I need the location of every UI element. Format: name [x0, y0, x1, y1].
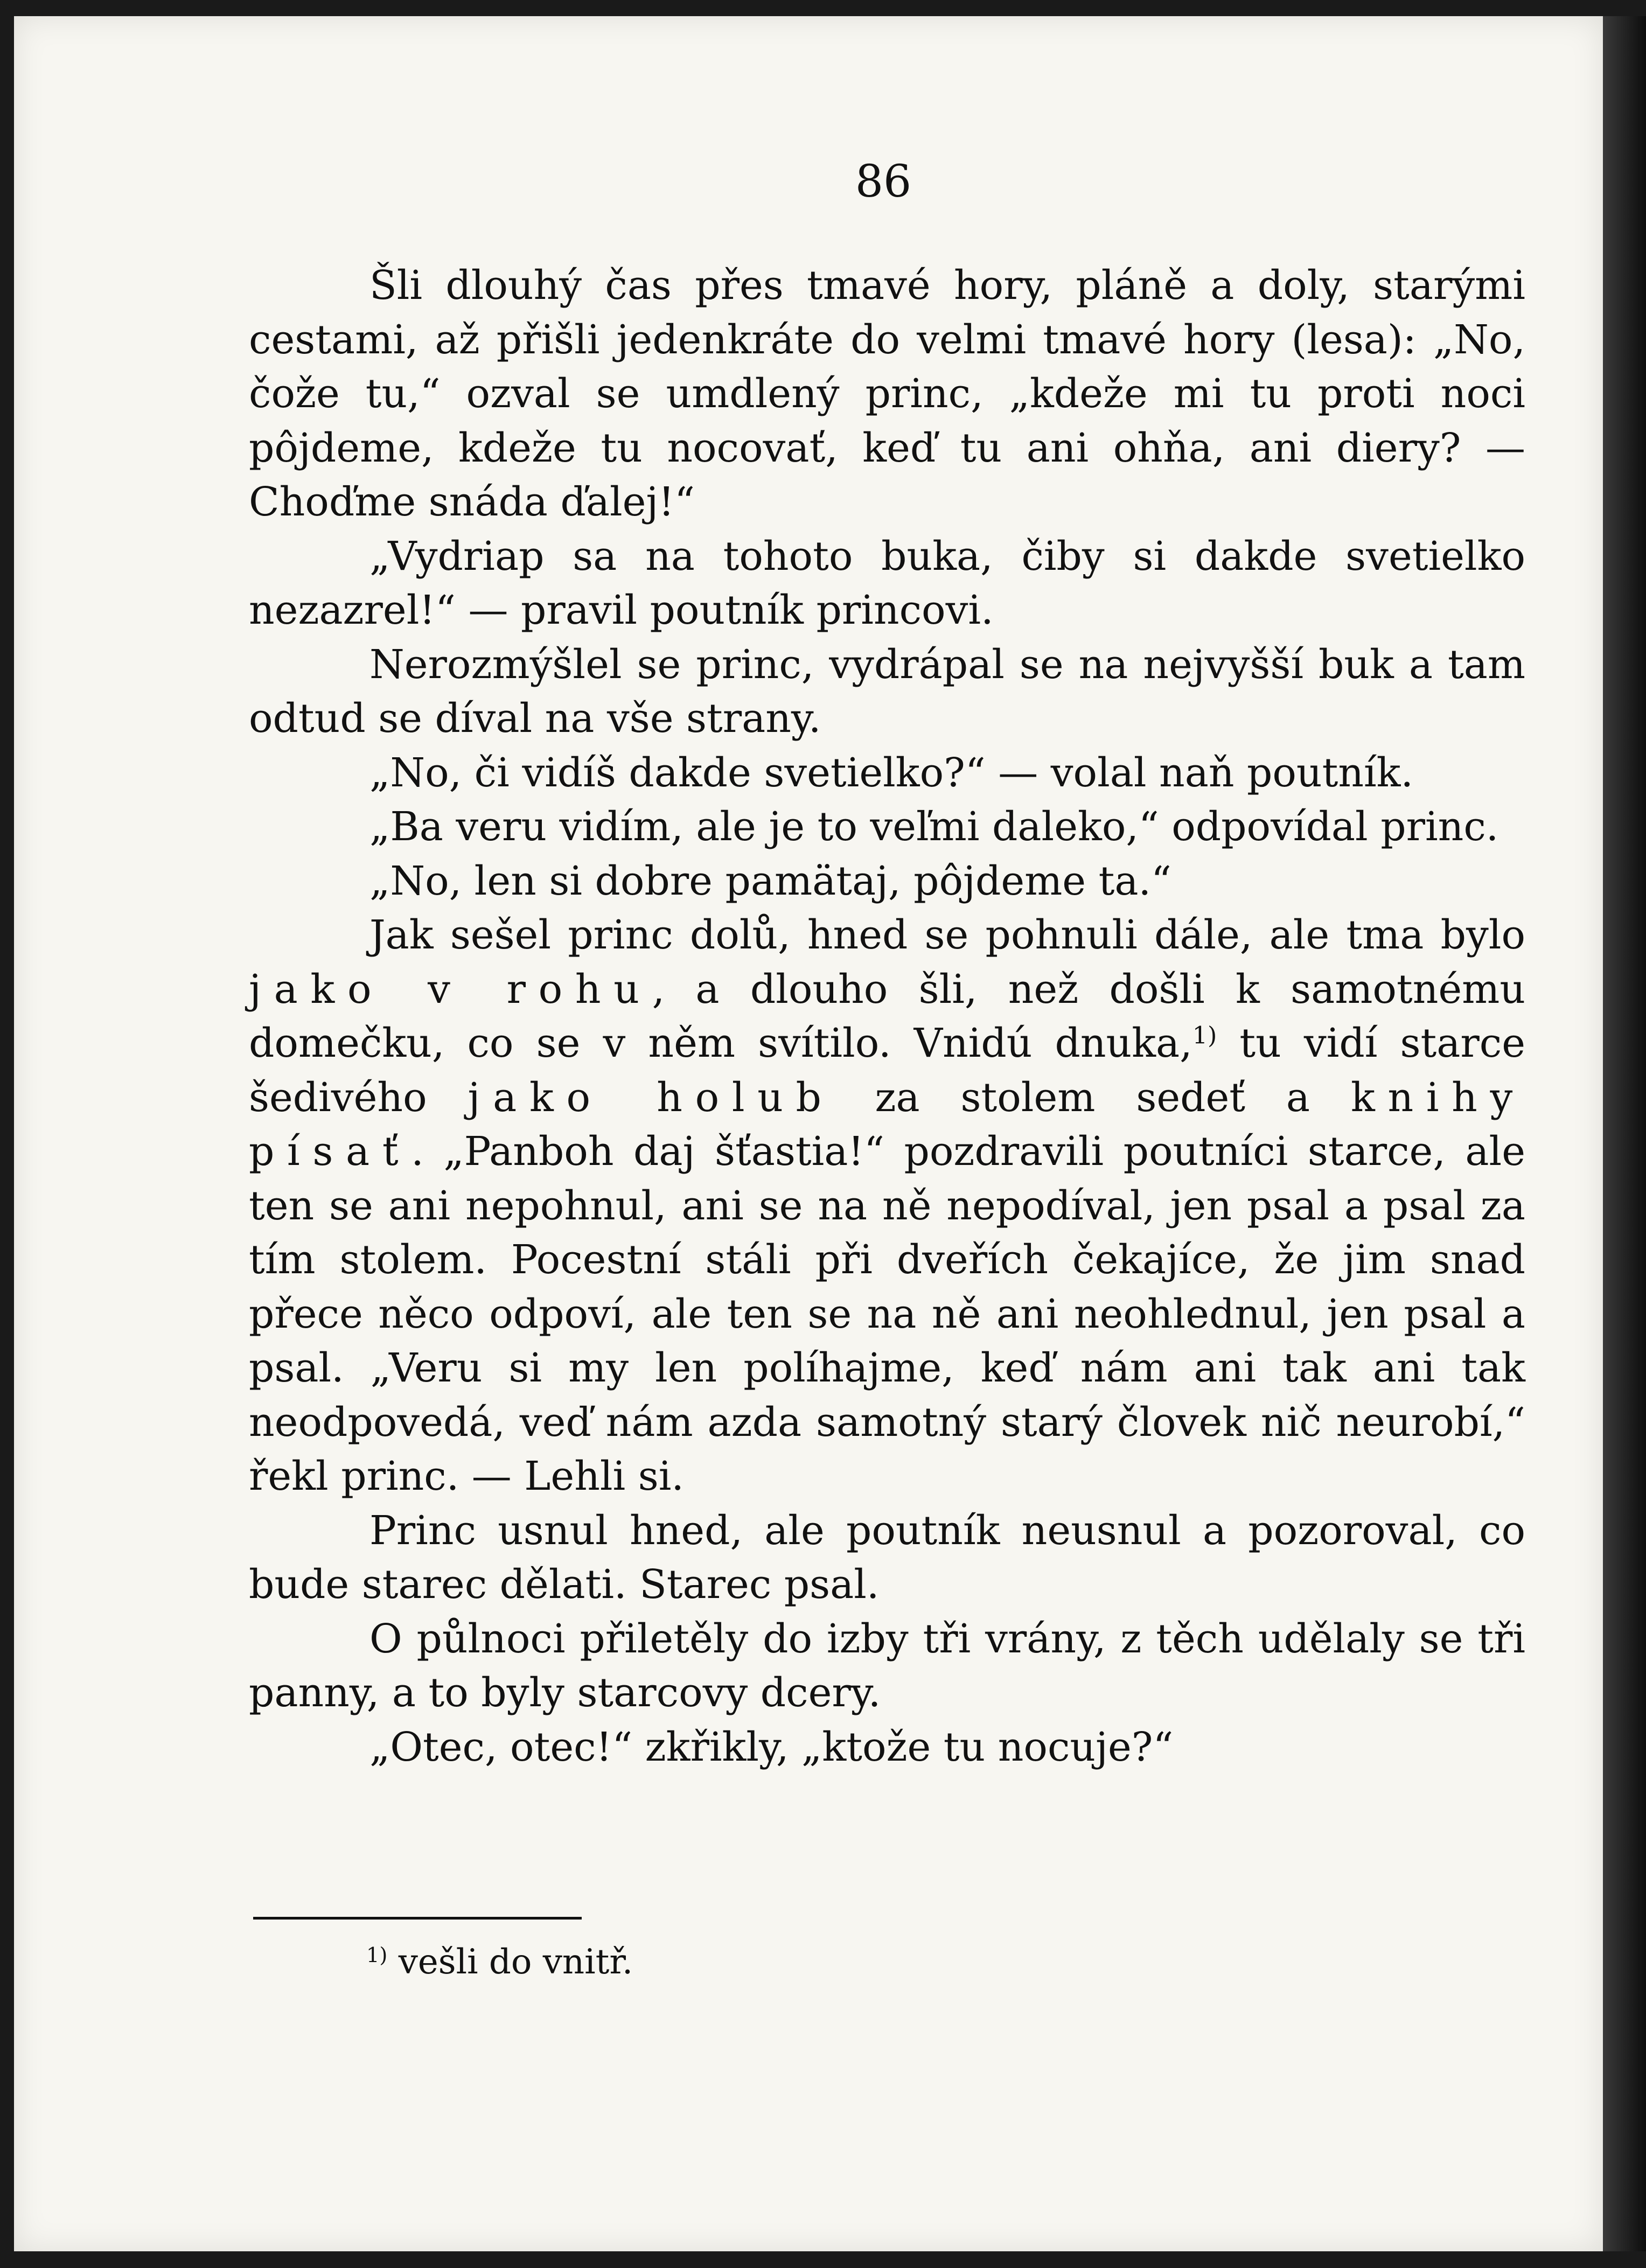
body-text: [249, 259, 1525, 1774]
p7-text-c: tu vidí starce šedivého: [249, 1020, 1525, 1121]
page-number: 86: [855, 156, 912, 207]
footnote-divider: [253, 1917, 582, 1920]
p7-spaced-2: jako holub: [468, 1074, 834, 1121]
paragraph-7: [249, 908, 1525, 1504]
footnote: [366, 1942, 633, 1982]
scan-edge: [1603, 16, 1646, 2251]
p7-text-d: za stolem sedeť a: [834, 1074, 1351, 1121]
footnote-text: vešli do vnitř.: [387, 1942, 633, 1982]
footnote-mark: 1): [366, 1943, 388, 1967]
p7-text-b: , a dlouho šli, než došli k samotnému domečku, co se v něm svítilo. Vnidú dnuka,: [249, 966, 1525, 1066]
paragraph-5: „Ba veru vidím, ale je to veľmi daleko,“ odpovídal princ.: [369, 804, 1499, 850]
p7-spaced-1: jako v rohu: [249, 966, 652, 1013]
paragraph-9: O půlnoci přiletěly do izby tři vrány, z těch udělaly se tři panny, a to byly starcovy dcery.: [249, 1615, 1525, 1716]
paragraph-4: „No, či vidíš dakde svetielko?“ — volal naň poutník.: [369, 749, 1414, 796]
p7-text-a: Jak sešel princ dolů, hned se pohnuli dále, ale tma bylo: [369, 912, 1525, 958]
paragraph-6: „No, len si dobre pamätaj, pôjdeme ta.“: [369, 857, 1171, 904]
p7-spaced-3: knihy písať: [249, 1074, 1525, 1175]
paragraph-1: Šli dlouhý čas přes tmavé hory, pláně a doly, starými cestami, až přišli jedenkráte do velmi tmavé hory (lesa): „No, čože tu,“ ozval se umdlený princ, „kdeže mi tu proti noci pôjdeme, kdeže tu nocovať, keď tu ani ohňa, ani diery? — Choďme snáda ďalej!“: [249, 262, 1525, 525]
paragraph-8: Princ usnul hned, ale poutník neusnul a pozoroval, co bude starec dělati. Starec psal.: [249, 1507, 1525, 1608]
p7-text-e: . „Panboh daj šťastia!“ pozdravili poutníci starce, ale ten se ani nepohnul, ani se na ně nepodíval, jen psal a psal za tím stolem. Pocestní stáli při dveřích čekajíce, že jim snad přece něco odpoví, ale ten se na ně ani neohlednul, jen psal a psal. „Veru si my len políhajme, keď nám ani tak ani tak neodpovedá, veď nám azda samotný starý človek nič neurobí,“ řekl princ. — Lehli si.: [249, 1128, 1525, 1499]
paragraph-10: „Otec, otec!“ zkřikly, „ktože tu nocuje?“: [369, 1723, 1174, 1770]
paragraph-2: „Vydriap sa na tohoto buka, čiby si dakde svetielko nezazrel!“ — pravil poutník princovi.: [249, 533, 1525, 633]
footnote-ref: 1): [1192, 1022, 1217, 1050]
paragraph-3: Nerozmýšlel se princ, vydrápal se na nejvyšší buk a tam odtud se díval na vše strany.: [249, 641, 1525, 742]
